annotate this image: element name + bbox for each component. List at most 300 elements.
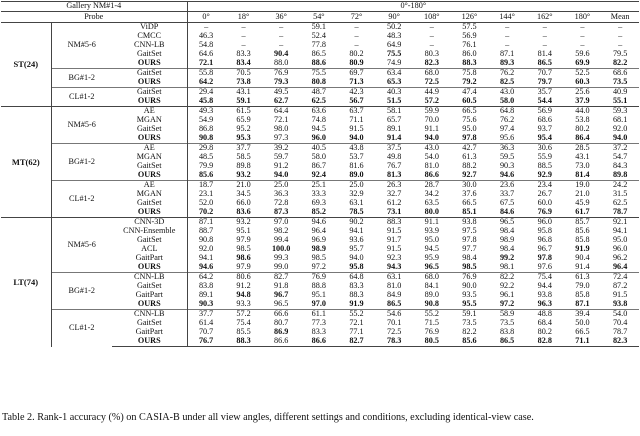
accuracy-cell: – xyxy=(580,22,585,32)
accuracy-cell: 54.0 xyxy=(601,310,639,320)
accuracy-cell: – xyxy=(505,22,510,32)
accuracy-cell: 94.0 xyxy=(612,134,628,143)
accuracy-cell: 82.7 xyxy=(262,273,300,283)
accuracy-cell: 63.5 xyxy=(424,199,439,208)
accuracy-cell: 91.1 xyxy=(424,125,439,134)
accuracy-cell: 50.2 xyxy=(386,22,402,32)
accuracy-cell: 68.6 xyxy=(537,116,552,125)
accuracy-cell: 74.9 xyxy=(386,59,402,68)
accuracy-cell: 97.0 xyxy=(311,300,326,309)
accuracy-cell: 95.1 xyxy=(236,227,251,236)
accuracy-cell: 68.1 xyxy=(612,116,628,125)
accuracy-cell: – xyxy=(505,41,510,50)
method-label: CNN-Ensemble xyxy=(112,227,187,236)
accuracy-cell: 96.3 xyxy=(537,300,552,309)
accuracy-cell: 33.3 xyxy=(311,190,326,199)
accuracy-cell: – xyxy=(429,22,434,32)
accuracy-cell: 53.8 xyxy=(575,116,590,125)
table-row xyxy=(1,218,639,228)
accuracy-cell: 37.2 xyxy=(601,144,639,154)
accuracy-cell: 94.6 xyxy=(499,171,515,180)
accuracy-cell: 55.2 xyxy=(338,310,376,320)
accuracy-cell: 83.8 xyxy=(499,328,515,337)
accuracy-cell: 97.6 xyxy=(537,263,552,272)
condition-label: BG#1-2 xyxy=(51,273,112,310)
accuracy-cell: 85.6 xyxy=(575,227,590,236)
condition-label: NM#5-6 xyxy=(67,40,96,50)
accuracy-cell: 23.6 xyxy=(488,181,526,191)
accuracy-cell: 24.2 xyxy=(601,181,639,191)
results-table xyxy=(1,1,639,347)
accuracy-cell: 94.0 xyxy=(424,134,439,143)
method-label: GaitSet xyxy=(112,88,187,98)
method-label: CNN-LB xyxy=(112,273,187,283)
accuracy-cell: 96.0 xyxy=(612,245,628,254)
method-label: OURS xyxy=(112,263,187,273)
accuracy-cell: 63.4 xyxy=(375,69,413,79)
accuracy-cell: 82.8 xyxy=(526,337,564,347)
accuracy-cell: 70.0 xyxy=(424,116,439,125)
accuracy-cell: 43.1 xyxy=(225,88,263,98)
accuracy-cell: 90.2 xyxy=(338,218,376,228)
accuracy-cell: 64.8 xyxy=(338,273,376,283)
accuracy-cell: 73.5 xyxy=(612,78,628,87)
method-label: GaitPart xyxy=(112,291,187,300)
accuracy-cell: 75.6 xyxy=(462,116,477,125)
accuracy-cell: – xyxy=(505,32,510,41)
accuracy-cell: 70.1 xyxy=(386,319,402,328)
accuracy-cell: 95.8 xyxy=(537,227,552,236)
accuracy-cell: 59.1 xyxy=(451,310,489,320)
accuracy-cell: 37.7 xyxy=(187,310,225,320)
accuracy-cell: 91.5 xyxy=(612,291,628,300)
accuracy-cell: 67.5 xyxy=(499,199,515,208)
accuracy-cell: 97.3 xyxy=(274,134,289,143)
accuracy-cell: 98.9 xyxy=(311,245,326,254)
accuracy-cell: 95.0 xyxy=(462,125,477,134)
accuracy-cell: 96.4 xyxy=(311,227,326,236)
accuracy-cell: 70.2 xyxy=(198,208,214,217)
accuracy-cell: 37.9 xyxy=(575,97,590,106)
accuracy-cell: 58.0 xyxy=(311,153,326,162)
accuracy-cell: 81.6 xyxy=(349,162,364,171)
accuracy-cell: 93.8 xyxy=(537,291,552,300)
accuracy-cell: 80.2 xyxy=(575,125,590,134)
accuracy-cell: 91.2 xyxy=(236,282,251,291)
accuracy-cell: – xyxy=(354,41,359,50)
accuracy-cell: 54.4 xyxy=(537,97,552,106)
accuracy-cell: 58.5 xyxy=(236,153,251,162)
accuracy-cell: – xyxy=(204,22,209,32)
accuracy-cell: 86.6 xyxy=(424,171,439,180)
accuracy-cell: 76.9 xyxy=(262,69,300,79)
accuracy-cell: 96.5 xyxy=(424,263,439,272)
accuracy-cell: 72.1 xyxy=(349,319,364,328)
accuracy-cell: 76.7 xyxy=(386,162,402,171)
accuracy-cell: 97.8 xyxy=(462,134,477,143)
accuracy-cell: 62.5 xyxy=(612,199,628,208)
accuracy-cell: 29.4 xyxy=(187,88,225,98)
method-label: GaitPart xyxy=(112,328,187,337)
accuracy-cell: 40.5 xyxy=(300,144,338,154)
accuracy-cell: 95.5 xyxy=(462,300,477,309)
accuracy-cell: 97.5 xyxy=(462,227,477,236)
accuracy-cell: 56.7 xyxy=(349,97,364,106)
accuracy-cell: – xyxy=(279,22,284,32)
accuracy-cell: 90.8 xyxy=(198,134,214,143)
accuracy-cell: 92.0 xyxy=(198,245,214,254)
accuracy-cell: 54.9 xyxy=(198,116,214,125)
accuracy-cell: 75.4 xyxy=(526,273,564,283)
accuracy-cell: 65.9 xyxy=(236,116,251,125)
accuracy-cell: 94.0 xyxy=(349,134,364,143)
accuracy-cell: 95.7 xyxy=(349,245,364,254)
accuracy-cell: 79.7 xyxy=(537,78,552,87)
accuracy-cell: 98.5 xyxy=(462,263,477,272)
accuracy-cell: 37.6 xyxy=(462,190,477,199)
accuracy-cell: 58.0 xyxy=(499,97,515,106)
accuracy-cell: 40.3 xyxy=(375,88,413,98)
accuracy-cell: 55.9 xyxy=(537,153,552,162)
accuracy-cell: 88.7 xyxy=(198,227,214,236)
accuracy-cell: 85.8 xyxy=(575,291,590,300)
accuracy-cell: 78.5 xyxy=(349,208,364,217)
method-label: GaitSet xyxy=(112,162,187,171)
method-label: OURS xyxy=(112,300,187,310)
method-label: OURS xyxy=(112,337,187,347)
accuracy-cell: 66.6 xyxy=(262,310,300,320)
accuracy-cell: 79.0 xyxy=(575,282,590,291)
accuracy-cell: 85.6 xyxy=(198,171,214,180)
accuracy-cell: 89.8 xyxy=(236,162,251,171)
accuracy-cell: 72.1 xyxy=(274,116,289,125)
accuracy-cell: 55.2 xyxy=(413,310,451,320)
accuracy-cell: – xyxy=(241,22,246,32)
accuracy-cell: 70.4 xyxy=(612,319,628,328)
results-body xyxy=(1,23,639,347)
accuracy-cell: 65.7 xyxy=(386,116,402,125)
accuracy-cell: 91.2 xyxy=(274,162,289,171)
accuracy-cell: 23.4 xyxy=(526,181,564,191)
accuracy-cell: 98.1 xyxy=(499,263,515,272)
accuracy-cell: 81.4 xyxy=(537,50,552,59)
accuracy-cell: 90.3 xyxy=(198,300,214,309)
accuracy-cell: 87.1 xyxy=(187,218,225,228)
accuracy-cell: 71.1 xyxy=(349,116,364,125)
accuracy-cell: 82.3 xyxy=(601,337,639,347)
accuracy-cell: 92.4 xyxy=(311,171,326,180)
accuracy-cell: 96.5 xyxy=(274,300,289,309)
accuracy-cell: 76.2 xyxy=(488,69,526,79)
accuracy-cell: 63.1 xyxy=(375,273,413,283)
accuracy-cell: – xyxy=(279,41,284,50)
accuracy-cell: – xyxy=(241,41,246,50)
table-row xyxy=(1,88,639,98)
accuracy-cell: 96.5 xyxy=(488,218,526,228)
accuracy-cell: 82.2 xyxy=(612,59,628,68)
accuracy-cell: 86.6 xyxy=(300,337,338,347)
accuracy-cell: 91.8 xyxy=(274,282,289,291)
accuracy-cell: 45.8 xyxy=(198,97,214,106)
accuracy-cell: 68.0 xyxy=(413,69,451,79)
accuracy-cell: 96.7 xyxy=(274,291,289,300)
accuracy-cell: 98.5 xyxy=(236,245,251,254)
accuracy-cell: 87.2 xyxy=(612,282,628,291)
accuracy-cell: 42.7 xyxy=(451,144,489,154)
accuracy-cell: 76.2 xyxy=(499,116,515,125)
accuracy-cell: 97.9 xyxy=(236,263,251,272)
accuracy-cell: 91.5 xyxy=(386,245,402,254)
accuracy-cell: 73.1 xyxy=(386,208,402,217)
accuracy-cell: 88.3 xyxy=(225,337,263,347)
accuracy-cell: – xyxy=(580,32,585,41)
accuracy-cell: 80.8 xyxy=(311,78,326,87)
accuracy-cell: 94.0 xyxy=(274,171,289,180)
accuracy-cell: 29.8 xyxy=(187,144,225,154)
accuracy-cell: – xyxy=(618,32,623,41)
accuracy-cell: 59.1 xyxy=(236,97,251,106)
accuracy-cell: 99.3 xyxy=(274,254,289,263)
accuracy-cell: 43.0 xyxy=(488,88,526,98)
accuracy-cell: 21.0 xyxy=(225,181,263,191)
angle-header: 126° xyxy=(451,12,489,23)
accuracy-cell: 26.7 xyxy=(537,190,552,199)
accuracy-cell: 61.4 xyxy=(198,319,214,328)
method-label: GaitSet xyxy=(112,69,187,79)
accuracy-cell: 96.4 xyxy=(612,263,628,272)
method-label: MGAN xyxy=(112,153,187,162)
accuracy-cell: 64.6 xyxy=(198,50,214,59)
method-label: OURS xyxy=(112,78,187,88)
accuracy-cell: 58.1 xyxy=(375,107,413,117)
angle-header: 90° xyxy=(375,12,413,23)
accuracy-cell: 25.0 xyxy=(262,181,300,191)
accuracy-cell: 82.5 xyxy=(499,78,515,87)
accuracy-cell: 80.5 xyxy=(413,337,451,347)
accuracy-cell: 97.0 xyxy=(262,218,300,228)
accuracy-cell: 37.7 xyxy=(225,144,263,154)
accuracy-cell: 19.0 xyxy=(564,181,602,191)
accuracy-cell: 21.0 xyxy=(575,190,590,199)
accuracy-cell: 95.8 xyxy=(349,263,364,272)
accuracy-cell: 84.1 xyxy=(424,282,439,291)
accuracy-cell: 97.2 xyxy=(311,263,326,272)
angle-header: 54° xyxy=(300,12,338,23)
accuracy-cell: 91.7 xyxy=(386,236,402,245)
accuracy-cell: 94.5 xyxy=(311,125,326,134)
accuracy-cell: 63.7 xyxy=(338,107,376,117)
accuracy-cell: 61.2 xyxy=(386,199,402,208)
accuracy-cell: 94.6 xyxy=(198,263,214,272)
accuracy-cell: 72.4 xyxy=(601,273,639,283)
accuracy-cell: 76.1 xyxy=(462,41,477,50)
accuracy-cell: 86.5 xyxy=(386,300,402,309)
accuracy-cell: 71.5 xyxy=(424,319,439,328)
accuracy-cell: 52.5 xyxy=(564,69,602,79)
accuracy-cell: – xyxy=(354,32,359,41)
method-label: CMCC xyxy=(112,32,187,41)
probe-label: Probe xyxy=(1,12,187,23)
accuracy-cell: 100.0 xyxy=(271,245,291,254)
accuracy-cell: 97.2 xyxy=(499,300,515,309)
accuracy-cell: 88.2 xyxy=(462,162,477,171)
angle-header: 180° xyxy=(564,12,602,23)
accuracy-cell: 91.9 xyxy=(575,245,590,254)
accuracy-cell: 98.4 xyxy=(499,227,515,236)
table-row xyxy=(1,181,639,191)
method-label: GaitSet xyxy=(112,50,187,59)
accuracy-cell: 62.5 xyxy=(311,97,326,106)
accuracy-cell: 81.0 xyxy=(386,282,402,291)
method-label: OURS xyxy=(112,208,187,218)
accuracy-cell: 59.6 xyxy=(575,50,590,59)
accuracy-cell: 18.7 xyxy=(187,181,225,191)
condition-label: BG#1-2 xyxy=(51,69,112,88)
accuracy-cell: 84.6 xyxy=(499,208,515,217)
angle-header: 18° xyxy=(225,12,263,23)
accuracy-cell: 79.5 xyxy=(612,50,628,59)
accuracy-cell: 59.3 xyxy=(601,107,639,117)
accuracy-cell: 36.3 xyxy=(488,144,526,154)
accuracy-cell: 79.3 xyxy=(274,78,289,87)
accuracy-cell: 71.3 xyxy=(349,78,364,87)
condition-label: CL#1-2 xyxy=(51,310,112,347)
method-label: AE xyxy=(112,181,187,191)
accuracy-cell: 98.4 xyxy=(462,254,477,263)
accuracy-cell: 53.7 xyxy=(349,153,364,162)
condition-label: BG#1-2 xyxy=(51,144,112,181)
accuracy-cell: 99.4 xyxy=(274,236,289,245)
accuracy-cell: 25.0 xyxy=(338,181,376,191)
accuracy-cell: 66.5 xyxy=(575,328,590,337)
accuracy-cell: 68.6 xyxy=(601,69,639,79)
accuracy-cell: 49.5 xyxy=(262,88,300,98)
accuracy-cell: 89.3 xyxy=(499,59,515,68)
accuracy-cell: 77.1 xyxy=(349,328,364,337)
accuracy-cell: 75.5 xyxy=(300,69,338,79)
accuracy-cell: 57.5 xyxy=(462,22,477,32)
accuracy-cell: 99.0 xyxy=(274,263,289,272)
accuracy-cell: 73.0 xyxy=(575,162,590,171)
accuracy-cell: 61.3 xyxy=(564,273,602,283)
accuracy-cell: – xyxy=(241,32,246,41)
accuracy-cell: 84.9 xyxy=(386,291,402,300)
accuracy-cell: 91.5 xyxy=(349,125,364,134)
accuracy-cell: 56.9 xyxy=(526,107,564,117)
accuracy-cell: 86.6 xyxy=(262,337,300,347)
accuracy-cell: 96.2 xyxy=(612,254,628,263)
accuracy-cell: 52.0 xyxy=(198,199,214,208)
condition-label: NM#5-6 xyxy=(51,218,112,273)
accuracy-cell: 80.3 xyxy=(424,50,439,59)
accuracy-cell: 80.9 xyxy=(349,59,364,68)
accuracy-cell: 70.7 xyxy=(526,69,564,79)
accuracy-cell: 64.2 xyxy=(198,78,214,87)
accuracy-cell: 74.8 xyxy=(311,116,326,125)
accuracy-cell: 26.3 xyxy=(375,181,413,191)
angle-header: 0° xyxy=(187,12,225,23)
accuracy-cell: 99.2 xyxy=(499,254,515,263)
accuracy-cell: – xyxy=(542,41,547,50)
accuracy-cell: 72.5 xyxy=(386,328,402,337)
accuracy-cell: 43.1 xyxy=(575,153,590,162)
accuracy-cell: 87.1 xyxy=(575,300,590,309)
accuracy-cell: 54.8 xyxy=(198,41,214,50)
accuracy-cell: 94.4 xyxy=(537,282,552,291)
accuracy-cell: – xyxy=(429,32,434,41)
accuracy-cell: 89.1 xyxy=(386,125,402,134)
accuracy-cell: 34.5 xyxy=(236,190,251,199)
accuracy-cell: 89.1 xyxy=(198,291,214,300)
accuracy-cell: 77.8 xyxy=(311,41,326,50)
accuracy-cell: 45.9 xyxy=(575,199,590,208)
accuracy-cell: 95.4 xyxy=(537,134,552,143)
accuracy-cell: 98.0 xyxy=(274,125,289,134)
accuracy-cell: 63.6 xyxy=(300,107,338,117)
accuracy-cell: 87.3 xyxy=(274,208,289,217)
accuracy-cell: 95.1 xyxy=(311,291,326,300)
accuracy-cell: 61.3 xyxy=(462,153,477,162)
accuracy-cell: 92.2 xyxy=(499,282,515,291)
accuracy-cell: 83.4 xyxy=(236,59,251,68)
accuracy-cell: 82.3 xyxy=(424,59,439,68)
accuracy-cell: 98.6 xyxy=(236,254,251,263)
accuracy-cell: 90.3 xyxy=(499,162,515,171)
method-label: GaitSet xyxy=(112,199,187,208)
accuracy-cell: 86.4 xyxy=(575,134,590,143)
method-label: AE xyxy=(112,144,187,154)
accuracy-cell: 77.3 xyxy=(311,319,326,328)
mean-header: Mean xyxy=(601,12,639,23)
accuracy-cell: 69.9 xyxy=(575,59,590,68)
setting-label: LT(74) xyxy=(1,218,51,347)
accuracy-cell: 86.9 xyxy=(274,328,289,337)
table-row xyxy=(1,273,639,283)
accuracy-cell: 46.3 xyxy=(198,32,214,41)
header-row-gallery xyxy=(1,2,639,12)
accuracy-cell: 61.5 xyxy=(225,107,263,117)
setting-label: ST(24) xyxy=(1,23,51,107)
accuracy-cell: 51.5 xyxy=(386,97,402,106)
accuracy-cell: 83.3 xyxy=(236,50,251,59)
accuracy-cell: 90.4 xyxy=(575,254,590,263)
accuracy-cell: 73.8 xyxy=(236,78,251,87)
accuracy-cell: – xyxy=(429,41,434,50)
accuracy-cell: 30.6 xyxy=(526,144,564,154)
accuracy-cell: 75.4 xyxy=(236,319,251,328)
accuracy-cell: 96.9 xyxy=(311,236,326,245)
accuracy-cell: 81.0 xyxy=(424,162,439,171)
accuracy-cell: 95.9 xyxy=(424,254,439,263)
accuracy-cell: 97.8 xyxy=(462,236,477,245)
accuracy-cell: 63.1 xyxy=(349,199,364,208)
accuracy-cell: 96.7 xyxy=(537,245,552,254)
accuracy-cell: 86.8 xyxy=(198,125,214,134)
accuracy-cell: 94.6 xyxy=(300,218,338,228)
accuracy-cell: 84.3 xyxy=(612,162,628,171)
accuracy-cell: 71.1 xyxy=(564,337,602,347)
method-label: MGAN xyxy=(112,116,187,125)
accuracy-cell: 56.9 xyxy=(462,32,477,41)
accuracy-cell: 57.2 xyxy=(424,97,439,106)
accuracy-cell: 78.3 xyxy=(375,337,413,347)
accuracy-cell: 75.8 xyxy=(451,69,489,79)
accuracy-cell: 39.2 xyxy=(262,144,300,154)
accuracy-cell: 88.6 xyxy=(311,59,326,68)
method-label: OURS xyxy=(112,59,187,69)
accuracy-cell: 88.3 xyxy=(349,291,364,300)
accuracy-cell: 73.5 xyxy=(499,319,515,328)
